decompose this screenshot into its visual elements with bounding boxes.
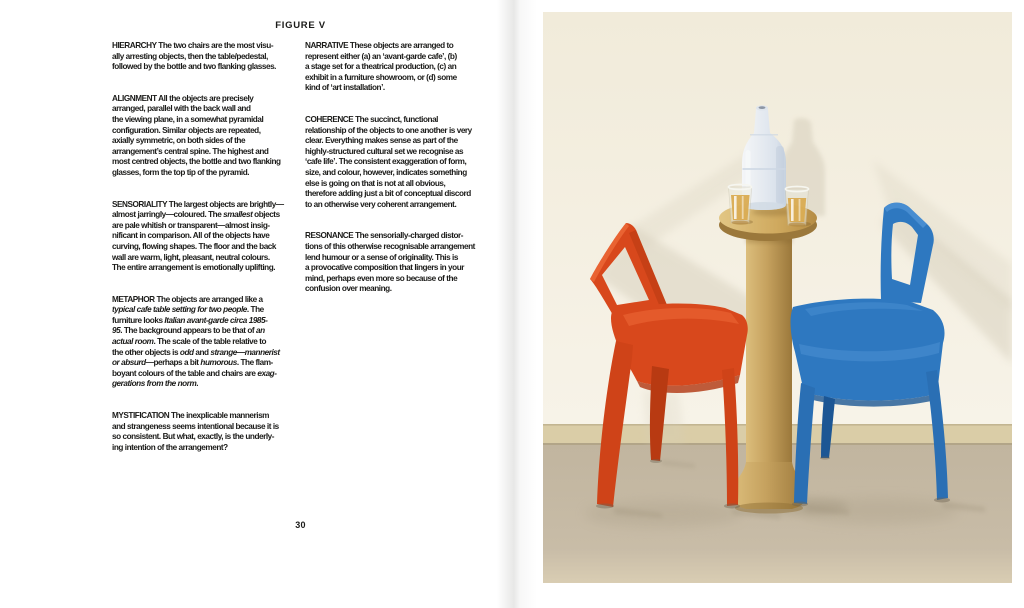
- paragraph: [305, 41, 502, 94]
- paragraph: [305, 115, 502, 210]
- text-line: arranged, parallel with the back wall and: [112, 104, 251, 114]
- text-line: the viewing plane, in a somewhat pyramidal: [112, 114, 264, 124]
- text-line: followed by the bottle and two flanking glasses.: [112, 62, 277, 72]
- text-line: a provocative composition that lingers in your: [305, 263, 465, 273]
- text-line: therefore adding just a bit of conceptual discord: [305, 189, 471, 199]
- figure-v-painting: [543, 12, 1012, 583]
- text-line: gerations from the norm.: [112, 379, 199, 389]
- text-line: COHERENCE The succinct, functional: [305, 114, 439, 124]
- text-line: ing intention of the arrangement?: [112, 442, 228, 452]
- glass-left: [728, 184, 751, 224]
- text-line: almost jarringly—coloured. The smallest objects: [112, 210, 280, 220]
- text-line: size, and colour, however, indicates something: [305, 167, 467, 177]
- text-line: tions of this otherwise recognisable arrangement: [305, 241, 475, 251]
- text-line: The entire arrangement is emotionally uplifting.: [112, 263, 276, 273]
- text-line: METAPHOR The objects are arranged like a: [112, 294, 263, 304]
- text-line: wall are warm, light, pleasant, neutral colours.: [112, 252, 270, 262]
- figure-heading: FIGURE V: [275, 20, 326, 32]
- text-line: or absurd—perhaps a bit humorous. The flam-: [112, 358, 273, 368]
- text-line: SENSORIALITY The largest objects are brightly—: [112, 199, 284, 209]
- text-line: NARRATIVE These objects are arranged to: [305, 41, 454, 50]
- text-line: boyant colours of the table and chairs are exag-: [112, 368, 277, 378]
- text-line: actual room. The scale of the table relative to: [112, 337, 267, 347]
- text-line: a stage set for a theatrical production, (c) an: [305, 62, 457, 72]
- text-line: axially symmetric, on both sides of the: [112, 136, 246, 146]
- text-line: exhibit in a furniture showroom, or (d) some: [305, 72, 457, 82]
- paragraph: [112, 41, 309, 73]
- paragraph: [112, 94, 309, 179]
- text-column-1: [112, 41, 309, 474]
- text-line: typical cafe table setting for two people. The: [112, 305, 264, 315]
- text-line: so consistent. But what, exactly, is the underly-: [112, 432, 275, 442]
- text-line: represent either (a) an ‘avant-garde cafe’, (b): [305, 51, 457, 61]
- text-line: configuration. Similar objects are repeated,: [112, 125, 261, 135]
- paragraph: [112, 200, 309, 274]
- text-line: lend humour or a sense of originality. This is: [305, 252, 458, 262]
- text-line: ‘cafe life’. The consistent exaggeration of form,: [305, 157, 467, 167]
- text-line: relationship of the objects to one another is very: [305, 125, 472, 135]
- text-line: MYSTIFICATION The inexplicable mannerism: [112, 411, 270, 421]
- text-column-2: [305, 41, 502, 316]
- text-line: and strangeness seems intentional because it is: [112, 421, 279, 431]
- text-line: HIERARCHY The two chairs are the most visu-: [112, 41, 274, 50]
- text-line: arrangement’s central spine. The highest and: [112, 146, 269, 156]
- paragraph: [112, 295, 309, 390]
- paragraph: [112, 411, 309, 453]
- text-line: the other objects is odd and strange—mannerist: [112, 347, 280, 357]
- text-line: clear. Everything makes sense as part of the: [305, 136, 458, 146]
- text-line: mind, perhaps even more so because of the: [305, 273, 458, 283]
- gutter-shadow: [497, 0, 537, 608]
- text-line: kind of ‘art installation’.: [305, 83, 385, 93]
- text-line: glasses, form the top tip of the pyramid.: [112, 167, 250, 177]
- text-line: most centred objects, the bottle and two flanking: [112, 157, 281, 167]
- text-line: are pale whitish or transparent—almost insig-: [112, 220, 270, 230]
- text-line: RESONANCE The sensorially-charged distor-: [305, 231, 464, 241]
- text-line: furniture looks Italian avant-garde circa 1985-: [112, 315, 268, 325]
- text-line: nificant in comparison. All of the objects have: [112, 231, 270, 241]
- text-line: to an otherwise very coherent arrangement.: [305, 199, 457, 209]
- text-line: else is going on that is not at all obvious,: [305, 178, 446, 188]
- text-line: curving, flowing shapes. The floor and the back: [112, 241, 277, 251]
- text-line: ally arresting objects, then the table/pedestal,: [112, 51, 268, 61]
- text-line: ALIGNMENT All the objects are precisely: [112, 93, 254, 103]
- text-line: 95. The background appears to be that of an: [112, 326, 265, 336]
- glass-right: [785, 186, 808, 226]
- text-line: highly-structured cultural set we recognise as: [305, 146, 464, 156]
- page-number: 30: [295, 520, 306, 530]
- paragraph: [305, 231, 502, 295]
- text-line: confusion over meaning.: [305, 284, 392, 294]
